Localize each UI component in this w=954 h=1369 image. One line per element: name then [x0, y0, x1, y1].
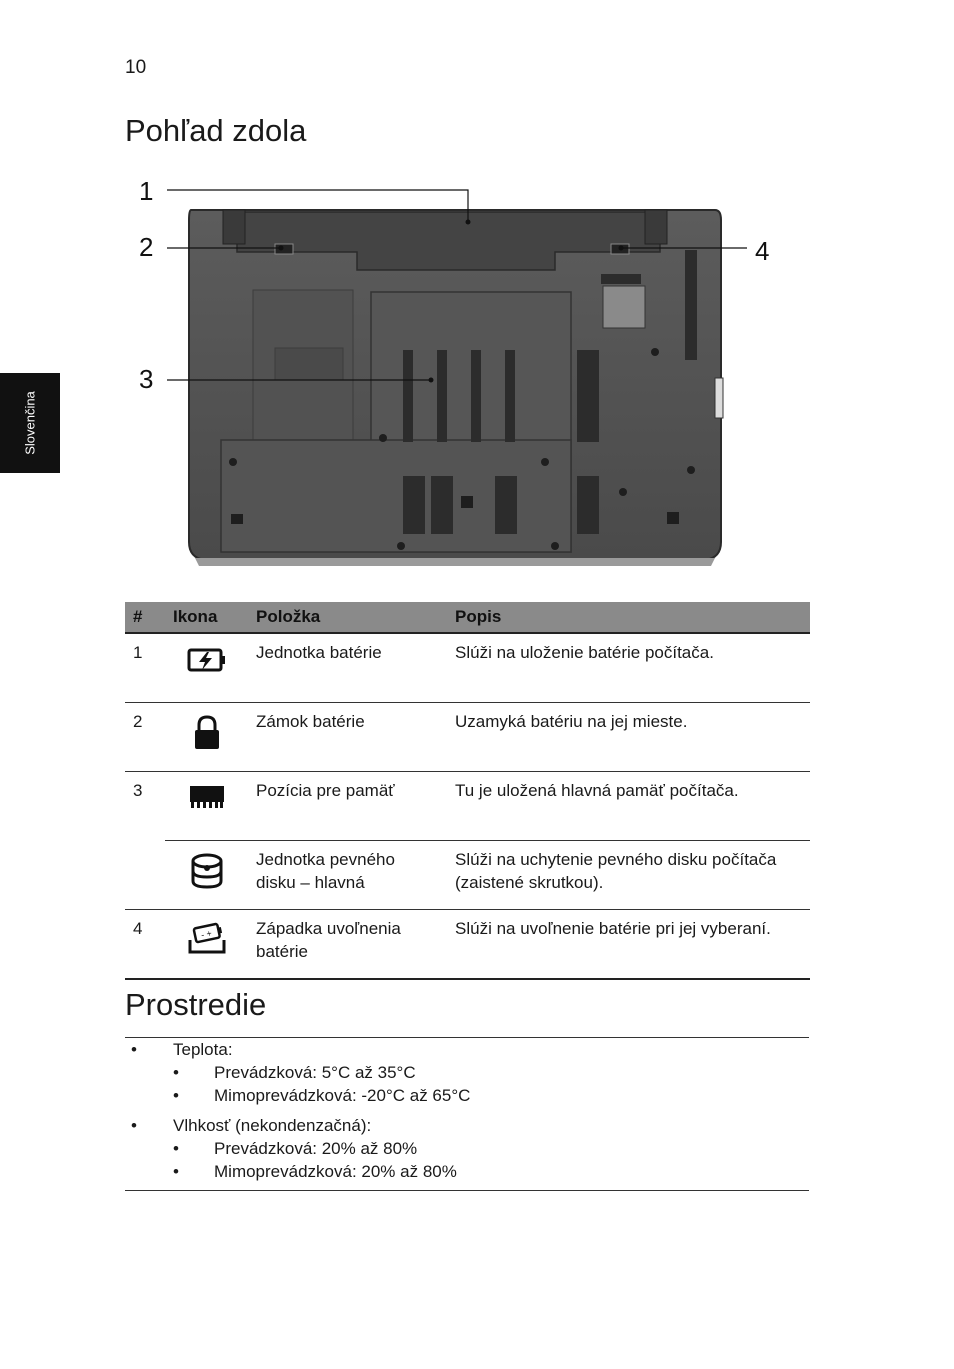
section-title-bottom-view: Pohľad zdola [125, 113, 307, 148]
row-item: Západka uvoľnenia batérie [248, 910, 447, 980]
table-row [125, 841, 810, 910]
row-description: Slúži na uvoľnenie batérie pri jej vyberaní. [447, 910, 810, 980]
temperature-operating: Prevádzková: 5°C až 35°C [214, 1063, 416, 1082]
bullet: • [131, 1116, 137, 1135]
row-icon-cell [165, 841, 248, 910]
table-row [125, 633, 810, 703]
laptop-bottom-figure [125, 170, 815, 580]
humidity-label: Vlhkosť (nekondenzačná): [173, 1116, 372, 1135]
callout-3: 3 [139, 364, 154, 394]
row-icon-cell [165, 703, 248, 772]
laptop-bottom-illustration [125, 170, 815, 580]
row-icon-cell [165, 633, 248, 703]
hard-disk-icon [190, 853, 224, 889]
row-number: 2 [125, 703, 165, 772]
row-number: 3 [125, 772, 165, 910]
row-number: 1 [125, 633, 165, 703]
bullet: • [173, 1063, 179, 1082]
col-icon: Ikona [165, 602, 248, 633]
page-number: 10 [125, 57, 147, 78]
lock-icon [192, 715, 222, 751]
language-tab [0, 373, 60, 473]
humidity-operating: Prevádzková: 20% až 80% [214, 1139, 418, 1158]
table-row [125, 910, 810, 980]
col-number: # [125, 602, 165, 633]
row-item: Pozícia pre pamäť [248, 772, 447, 841]
table-row [125, 772, 810, 841]
language-tab-label: Slovenčina [22, 391, 38, 455]
row-icon-cell [165, 772, 248, 841]
bullet: • [173, 1086, 179, 1105]
temperature-non-operating: Mimoprevádzková: -20°C až 65°C [214, 1086, 471, 1105]
battery-icon [187, 646, 227, 674]
col-item: Položka [248, 602, 447, 633]
memory-icon [189, 784, 225, 810]
humidity-non-operating: Mimoprevádzková: 20% až 80% [214, 1162, 457, 1181]
table-header-row [125, 602, 810, 633]
row-number: 4 [125, 910, 165, 980]
temperature-label: Teplota: [173, 1040, 233, 1059]
svg-text:- +: - + [199, 928, 213, 941]
callout-2: 2 [139, 232, 154, 262]
components-table [125, 602, 810, 980]
row-description: Slúži na uloženie batérie počítača. [447, 633, 810, 703]
bullet: • [131, 1040, 137, 1059]
callout-1: 1 [139, 176, 154, 206]
row-icon-cell [165, 910, 248, 980]
row-description: Tu je uložená hlavná pamäť počítača. [447, 772, 810, 841]
divider-top [125, 1037, 809, 1038]
divider-bottom [125, 1190, 809, 1191]
row-description: Slúži na uchytenie pevného disku počítača (zaistené skrutkou). [447, 841, 810, 910]
row-item: Jednotka pevného disku – hlavná [248, 841, 447, 910]
bullet: • [173, 1139, 179, 1158]
battery-release-icon [187, 922, 227, 954]
row-description: Uzamyká batériu na jej mieste. [447, 703, 810, 772]
section-title-environment: Prostredie [125, 987, 267, 1022]
col-description: Popis [447, 602, 810, 633]
row-item: Zámok batérie [248, 703, 447, 772]
row-item: Jednotka batérie [248, 633, 447, 703]
bullet: • [173, 1162, 179, 1181]
table-row [125, 703, 810, 772]
callout-4: 4 [755, 236, 770, 266]
